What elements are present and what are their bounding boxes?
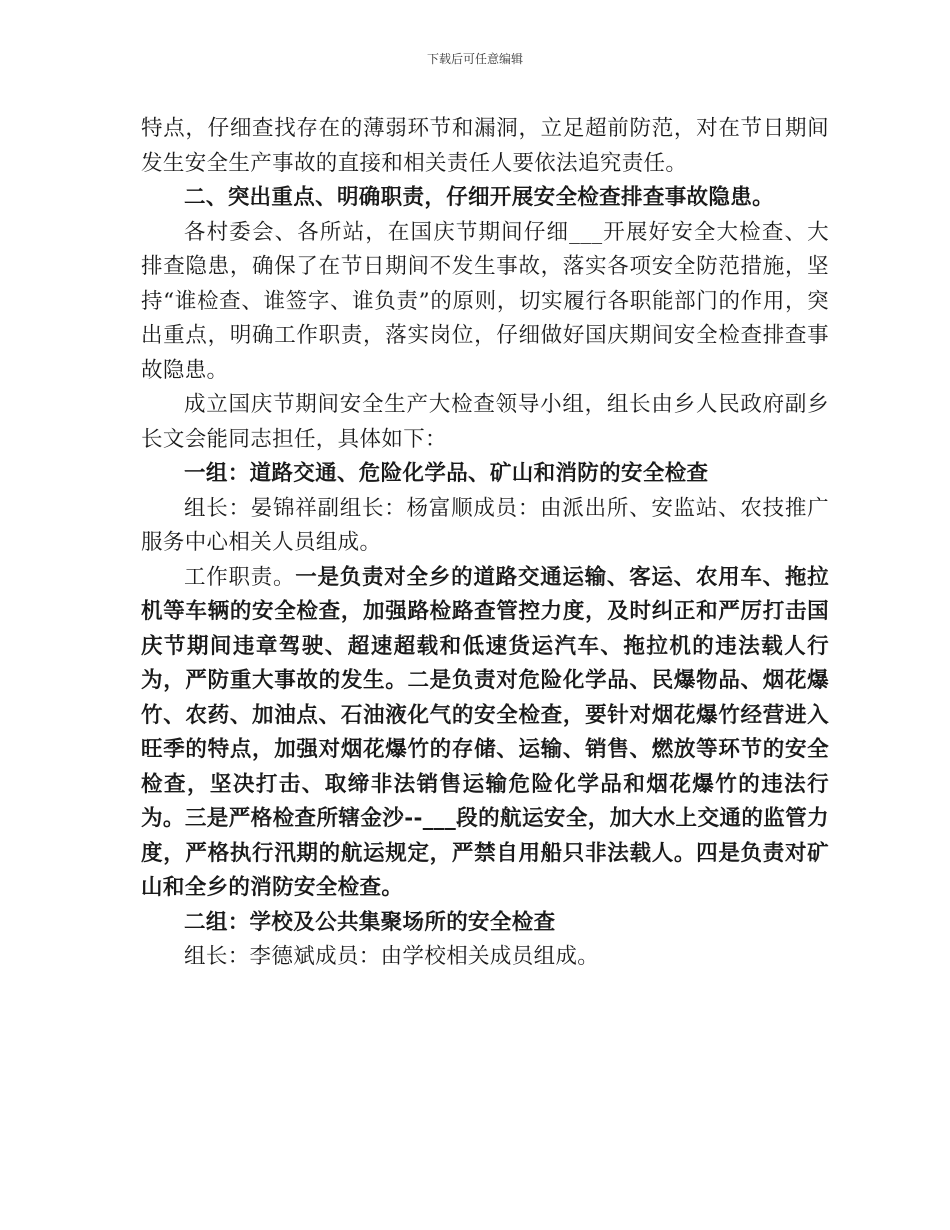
group-1-members: 组长：晏锦祥副组长：杨富顺成员：由派出所、安监站、农技推广服务中心相关人员组成。 <box>141 495 829 555</box>
group-2-heading: 二组：学校及公共集聚场所的安全检查 <box>184 909 556 935</box>
duties-text: 一是负责对全乡的道路交通运输、客运、农用车、拖拉机等车辆的安全检查，加强路检路查管控力度，及时纠正和严厉打击国庆节期间违章驾驶、超速超载和低速货运汽车、拖拉机的违法载人行为，严防重大事故的发生。二是负责对危险化学品、民爆物品、烟花爆竹、农药、加油点、石油液化气的安全检查，要针对烟花爆竹经营进入旺季的特点，加强对烟花爆竹的存储、运输、销售、燃放等环节的安全检查，坚决打击、取缔非法销售运输危险化学品和烟花爆竹的违法行为。三是严格检查所辖金沙--___段的航运安全，加大水上交通的监管力度，严格执行汛期的航运规定，严禁自用船只非法载人。四是负责对矿山和全乡的消防安全检查。 <box>141 564 829 900</box>
group-2-members: 组长：李德斌成员：由学校相关成员组成。 <box>184 944 600 969</box>
paragraph-inspection: 各村委会、各所站，在国庆节期间仔细___开展好安全大检查、大排查隐患，确保了在节日期间不发生事故，落实各项安全防范措施，坚持“谁检查、谁签字、谁负责”的原则，切实履行各职能部门的作用，突出重点，明确工作职责，落实岗位，仔细做好国庆期间安全检查排查事故隐患。 <box>141 219 829 383</box>
paragraph-continuation: 特点，仔细查找存在的薄弱环节和漏洞，立足超前防范，对在节日期间发生安全生产事故的直接和相关责任人要依法追究责任。 <box>141 116 829 176</box>
group-1-duties <box>141 561 829 906</box>
page-header: 下载后可任意编辑 <box>426 52 523 66</box>
duties-lead: 工作职责。 <box>184 564 296 590</box>
paragraph-leading-group: 成立国庆节期间安全生产大检查领导小组，组长由乡人民政府副乡长文会能同志担任，具体如下： <box>141 392 829 452</box>
section-heading-2: 二、突出重点、明确职责，仔细开展安全检查排查事故隐患。 <box>184 185 774 210</box>
group-1-heading: 一组：道路交通、危险化学品、矿山和消防的安全检查 <box>184 461 709 486</box>
document-body <box>141 112 829 975</box>
